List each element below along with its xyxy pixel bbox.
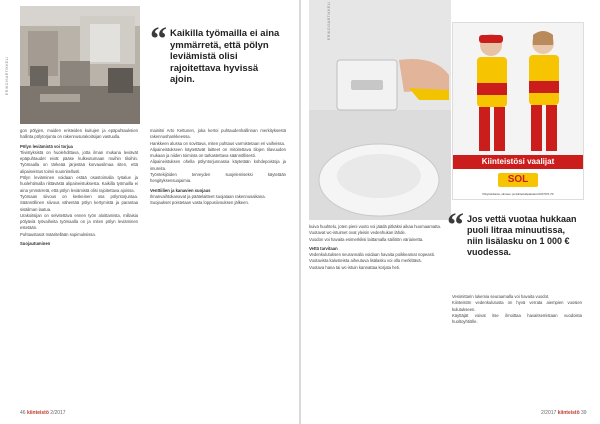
left-page — [0, 0, 299, 424]
ad-title: Kiinteistösi vaalijat — [453, 155, 583, 169]
subheading: Suojautuminen — [20, 241, 51, 247]
magazine-brand: kiinteistö — [26, 410, 49, 416]
sol-advertisement[interactable] — [452, 22, 584, 200]
paragraph: Vuotavat wc-istuimet ovat yleisin vedenhukan lähde. — [309, 230, 406, 236]
paragraph: Hankkeen alussa on sovittava, miten puhtaus varmistetaan eri vaiheissa. — [150, 140, 286, 146]
paragraph: Vesimittarin lukemia seuraamalla voi havaita vuodot. — [452, 294, 550, 299]
paragraph: gon pölyjen, muiden eristeiden kuitujen ja epäpuhtauksien hallinta pölytorjunta on rakennusurakoitsijan vastuulla. — [20, 128, 138, 140]
workers-image — [453, 23, 583, 155]
subheading: Vettä tarvitaan — [309, 245, 338, 251]
right-column-2 — [452, 294, 582, 325]
ad-footer: Pölynsidonta, siivous- ja kiinteistöpalvelut 020 570 70 — [482, 192, 554, 196]
left-quote-mark: “ — [150, 21, 167, 58]
paragraph: Työmaan siivous on keskeinen osa pölyntorjuntaa. Säännöllinen siivous vähentää pölyn kertymistä ja parantaa sisäilman laatua. — [20, 193, 138, 212]
magazine-brand: kiinteistö — [557, 410, 580, 416]
paragraph: kuiva huuhtelu, joten pieni vuoto voi jäädä pitkäksi aikaa huomaamatta. — [309, 224, 441, 229]
page-number: 39 — [581, 410, 587, 416]
side-label: ERIKOISARTIKKELI — [5, 56, 9, 95]
left-column-2 — [150, 128, 286, 207]
paragraph: mainitsi Arto Kettunen, joka kertoi puhtaudenhallinnan merkityksestä rakennushankkeessa. — [150, 128, 286, 140]
paragraph: Vuotavista kalusteista aiheutuva lisälasku voi olla merkittävä. — [309, 258, 422, 264]
paragraph: Vedenkulutuksen seurannalla voidaan havaita poikkeamat nopeasti. — [309, 252, 435, 258]
page-number: 46 — [20, 410, 26, 416]
right-page — [301, 0, 600, 424]
right-quote-mark: “ — [447, 207, 464, 244]
right-pullquote: Jos vettä vuotaa hukkaan puoli litraa minuutissa, niin lisälasku on 1 000 € vuodessa. — [467, 214, 577, 257]
paragraph: Pölyn leviäminen voidaan estää osastoimalla työalue ja huolehtimalla riittävästä alipaineistuksesta. Kaikilla työmailla ei aina ymmärretä, että pölyn leviämistä olisi rajoitettava ajoissa. — [20, 175, 138, 193]
paragraph: Käyttäjät voivat itse ilmoittaa havaitsemistaan vuodoista huoltoyhtiölle. — [452, 312, 582, 325]
paragraph: Puhtaustasot määritellään sopimuksissa. — [20, 231, 96, 237]
paragraph: Vuodon voi havaita esimerkiksi laittamalla säiliöön väriainetta. — [309, 236, 424, 242]
issue-number: 2/2017 — [541, 410, 557, 416]
subheading: Pölyn leviämistä voi torjua — [20, 143, 73, 149]
paragraph: Tiivistyksistä on huolehdittava, jotta ilman mukana leviävät epäpuhtaudet eivät pääse kulkeutumaan muihin tiloihin. Työmaalla on tärkeää järjestää korvausilmaa siten, että alipaineistus toimii suunnitellusti. — [20, 149, 138, 174]
issue-number: 2/2017 — [50, 410, 66, 416]
side-label: ERIKOISARTIKKELI — [327, 1, 331, 40]
subheading: Venttiilien ja kanavien suojaus — [150, 187, 211, 193]
right-column-1 — [309, 224, 445, 271]
paragraph: Kiinteistön vedenkulutusta on hyvä verrata aiempien vuosien kulutukseen. — [452, 300, 582, 312]
right-folio — [541, 410, 587, 416]
paragraph: Vuotava hana tai wc-istuin kannattaa korjata heti. — [309, 264, 401, 270]
paragraph: Alipaineistukseen käytettävät laitteet on mitoitettava tilojen tilavuuden mukaan ja niiden toiminta on tarkastettava säännöllisesti. — [150, 146, 286, 159]
left-pullquote: Kaikilla työmailla ei aina ymmärretä, että pölyn leviämistä olisi rajoitettava hyvissä ajoin. — [170, 28, 280, 85]
paragraph: Alipaineistuksen ohella pölyntorjunnassa käytetään kohdepoistoja ja imureita. — [150, 159, 286, 171]
office-photo — [20, 6, 140, 124]
paragraph: Ilmanvaihtokanavat ja päätelaitteet suojataan rakennusaikana. — [150, 193, 266, 199]
paragraph: Suojaukset poistetaan vasta loppusiivouksen jälkeen. — [150, 200, 249, 206]
left-folio — [20, 410, 66, 416]
paragraph: Työntekijöiden terveyden suojelemiseksi käytetään hengityksensuojaimia. — [150, 172, 286, 184]
sol-logo: SOL — [498, 173, 538, 187]
left-column-1 — [20, 128, 138, 247]
paragraph: Urakoitsijan on selvitettävä ennen työn aloittamista, millaisia pölyäviä työvaiheita työmaalla on ja miten pölyn leviäminen estetään. — [20, 212, 138, 231]
office-renovation-image — [20, 6, 140, 124]
